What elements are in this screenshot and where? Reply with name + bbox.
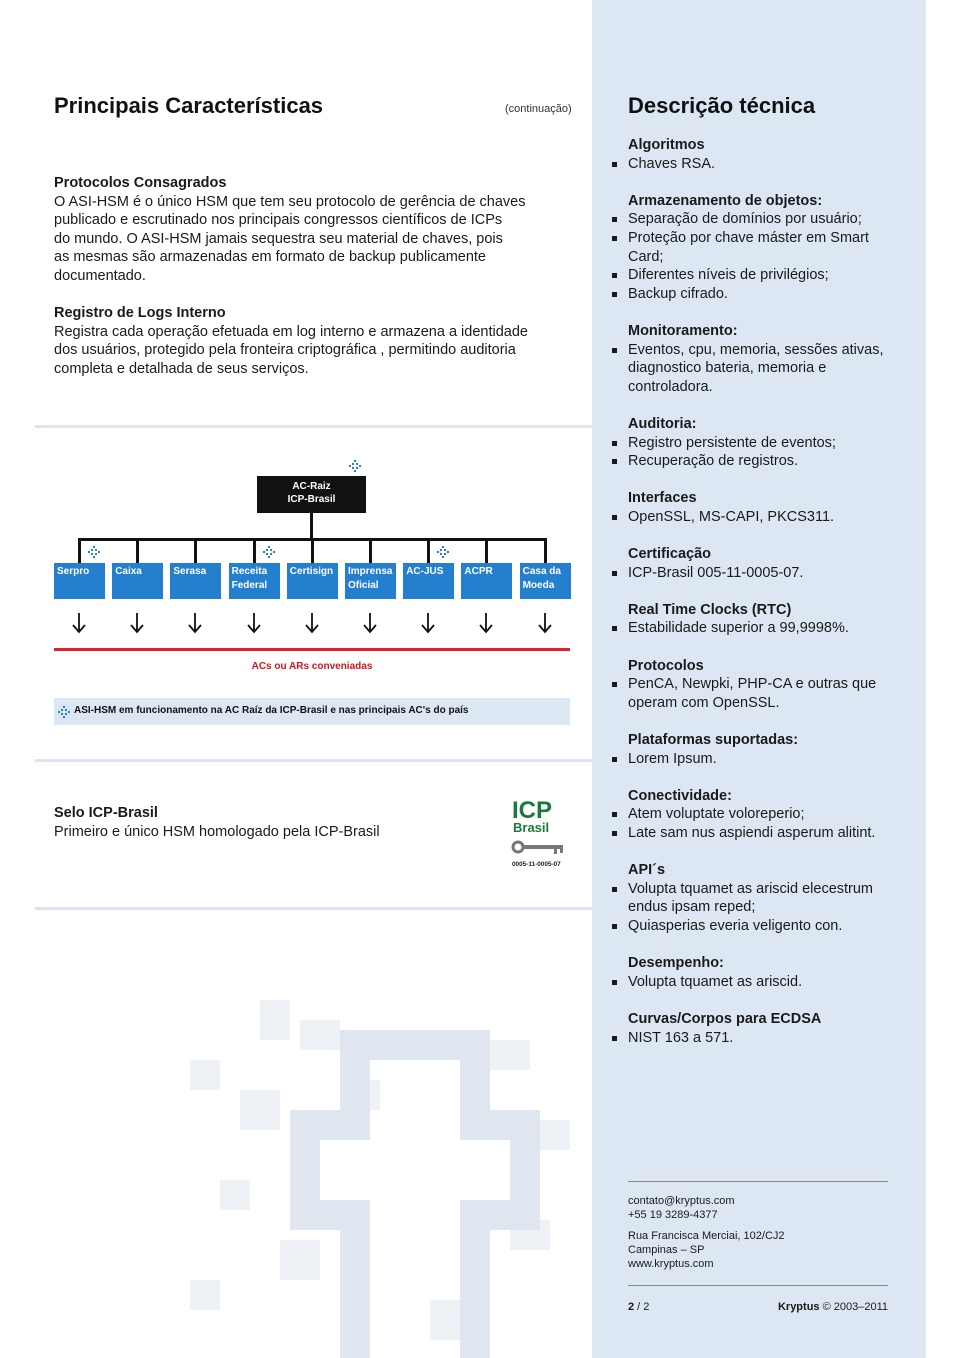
protocolos-line: O ASI-HSM é o único HSM que tem seu protocolo de gerência de chaves (54, 193, 526, 210)
footer-divider (628, 1181, 888, 1182)
down-arrow-icon (129, 612, 145, 634)
chart-node (287, 563, 338, 599)
chart-root-node (257, 476, 366, 513)
spec-item: Diferentes níveis de privilégios; (612, 266, 902, 285)
spec-list (612, 973, 902, 992)
continuation-note: (continuação) (505, 103, 572, 115)
section-divider (35, 425, 592, 428)
spec-item: Lorem Ipsum. (612, 750, 902, 769)
protocolos-line: publicado e escrutinado nos principais congressos científicos de ICPs (54, 212, 503, 228)
copyright (778, 1300, 888, 1314)
spec-item: Registro persistente de eventos; (612, 434, 902, 453)
node-connector (485, 538, 488, 564)
icp-brasil-logo (510, 796, 570, 870)
spec-section-title: Interfaces (628, 490, 697, 507)
selo-section (54, 804, 564, 841)
spec-list (612, 1029, 902, 1048)
registro-line: dos usuários, protegido pela fronteira criptográfica , permitindo auditoria (54, 342, 516, 358)
spec-item: PenCA, Newpki, PHP-CA e outras que operam com OpenSSL. (612, 675, 902, 712)
asi-hsm-marker-icon (349, 460, 361, 472)
watermark-pattern (180, 1000, 592, 1358)
spec-section-title: Real Time Clocks (RTC) (628, 601, 792, 618)
spec-item: Separação de domínios por usuário; (612, 210, 902, 229)
root-connector (310, 513, 313, 540)
spec-item: Estabilidade superior a 99,9998%. (612, 619, 902, 638)
acs-red-line (54, 648, 570, 651)
asi-hsm-marker-icon (437, 546, 449, 558)
spec-section (612, 861, 902, 935)
registro-title: Registro de Logs Interno (54, 305, 226, 321)
acs-label: ACs ou ARs conveniadas (251, 661, 373, 672)
logo-code-text: 0005-11-0005-07 (512, 861, 561, 868)
spec-section (612, 1010, 902, 1047)
contact-city: Campinas – SP (628, 1244, 705, 1256)
spec-section-title: Auditoria: (628, 415, 697, 432)
spec-section-title: Desempenho: (628, 955, 724, 972)
registro-line: completa e detalhada de seus serviços. (54, 360, 309, 377)
chart-node (403, 563, 454, 599)
protocolos-section (54, 174, 564, 285)
chart-node (345, 563, 396, 599)
node-label-line2: Moeda (522, 580, 555, 591)
section-divider (35, 907, 592, 910)
legend-text: ASI-HSM em funcionamento na AC Raíz da ICP-Brasil e nas principais AC's do país (74, 705, 469, 716)
down-arrow-icon (187, 612, 203, 634)
protocolos-line: as mesmas são armazenadas em formato de backup publicamente (54, 249, 486, 265)
spec-list (612, 619, 902, 638)
tech-title: Descrição técnica (628, 93, 816, 118)
node-label-line1: Casa da (522, 566, 561, 577)
spec-list (612, 805, 902, 842)
brand-name: Kryptus (777, 1301, 820, 1313)
down-arrow-icon (537, 612, 553, 634)
chart-node (229, 563, 280, 599)
spec-section (612, 322, 902, 396)
spec-list (612, 434, 902, 471)
spec-item: Backup cifrado. (612, 285, 902, 304)
spec-section-title: Plataformas suportadas: (628, 732, 799, 748)
spec-section (612, 601, 902, 638)
node-label-line1: Caixa (115, 566, 142, 577)
down-arrow-icon (478, 612, 494, 634)
asi-hsm-marker-icon (88, 546, 100, 558)
protocolos-title: Protocolos Consagrados (54, 175, 227, 191)
contact-email[interactable]: contato@kryptus.com (628, 1195, 735, 1207)
spec-section (612, 489, 902, 526)
logo-icp-text: ICP (512, 797, 553, 824)
root-label-line2: ICP-Brasil (287, 494, 336, 505)
node-label-line1: ACPR (464, 566, 493, 577)
chart-node (520, 563, 571, 599)
node-label-line1: Serasa (173, 566, 207, 577)
spec-section (612, 136, 902, 173)
down-arrow-icon (420, 612, 436, 634)
spec-section-title: Armazenamento de objetos: (628, 192, 823, 209)
chart-legend (54, 698, 570, 725)
down-arrow-icon (304, 612, 320, 634)
page-title: Principais Características (54, 93, 324, 118)
down-arrow-icon (246, 612, 262, 634)
spec-section-title: Certificação (628, 546, 712, 563)
spec-item: Volupta tquamet as ariscid. (612, 973, 902, 992)
chart-node (54, 563, 105, 599)
spec-item: Quiasperias everia veligento con. (612, 917, 902, 936)
selo-title: Selo ICP-Brasil (54, 805, 158, 821)
spec-item: OpenSSL, MS-CAPI, PKCS311. (612, 508, 902, 527)
contact-website[interactable]: www.kryptus.com (628, 1258, 714, 1270)
spec-list (612, 564, 902, 583)
down-arrow-icon (71, 612, 87, 634)
spec-section-title: Conectividade: (628, 787, 732, 804)
node-connector (311, 538, 314, 564)
node-connector (253, 538, 256, 564)
spec-section (612, 787, 902, 843)
registro-line: Registra cada operação efetuada em log interno e armazena a identidade (54, 323, 528, 340)
node-label-line2: Federal (231, 580, 268, 591)
protocolos-line: do mundo. O ASI-HSM jamais sequestra seu material de chaves, pois (54, 230, 503, 247)
spec-section-title: Protocolos (628, 657, 704, 674)
page-current: 2 (628, 1301, 635, 1313)
spec-list (612, 210, 902, 303)
node-label-line1: Imprensa (348, 566, 393, 577)
spec-list (612, 508, 902, 527)
chart-node (170, 563, 221, 599)
chart-node (461, 563, 512, 599)
spec-section (612, 657, 902, 713)
spec-list (612, 880, 902, 936)
spec-item: Atem voluptate voloreperio; (612, 805, 902, 824)
spec-section (612, 415, 902, 471)
node-connector (369, 538, 372, 564)
down-arrow-icon (362, 612, 378, 634)
node-connector (136, 538, 139, 564)
page-footer (628, 1300, 888, 1314)
spec-section-title: Monitoramento: (628, 322, 738, 339)
contact-address: Rua Francisca Merciai, 102/CJ2 (628, 1230, 785, 1242)
spec-item: Eventos, cpu, memoria, sessões ativas, diagnostico bateria, memoria e controladora. (612, 341, 902, 397)
node-label-line2: Oficial (348, 580, 379, 591)
copyright-years: © 2003–2011 (819, 1301, 888, 1313)
spec-list (612, 155, 902, 174)
page-total: / 2 (634, 1301, 650, 1313)
spec-section-title: API´s (628, 862, 666, 879)
spec-item: Late sam nus aspiendi asperum alitint. (612, 824, 902, 843)
spec-section-title: Curvas/Corpos para ECDSA (628, 1010, 822, 1027)
contact-phone: +55 19 3289-4377 (628, 1209, 718, 1221)
node-connector (78, 538, 81, 564)
selo-text: Primeiro e único HSM homologado pela ICP-Brasil (54, 823, 380, 840)
spec-section-title: Algoritmos (628, 137, 705, 153)
tech-spec-list (612, 136, 902, 1066)
spec-item: NIST 163 a 571. (612, 1029, 902, 1048)
node-connector (194, 538, 197, 564)
spec-item: Recuperação de registros. (612, 452, 902, 471)
spec-list (612, 341, 902, 397)
asi-hsm-marker-icon (58, 706, 70, 718)
root-label-line1: AC-Raiz (292, 481, 331, 492)
spec-section (612, 731, 902, 768)
node-connector (544, 538, 547, 564)
node-label-line1: Certisign (289, 566, 334, 577)
chart-node (112, 563, 163, 599)
node-label-line1: AC-JUS (406, 566, 444, 577)
asi-hsm-marker-icon (263, 546, 275, 558)
spec-section (612, 192, 902, 304)
spec-section (612, 545, 902, 582)
spec-item: ICP-Brasil 005-11-0005-07. (612, 564, 902, 583)
protocolos-line: documentado. (54, 267, 146, 284)
contact-block (628, 1194, 888, 1271)
section-divider (35, 759, 592, 762)
registro-section (54, 304, 564, 378)
node-label-line1: Receita (231, 566, 268, 577)
spec-item: Chaves RSA. (612, 155, 902, 174)
logo-brasil-text: Brasil (513, 820, 550, 835)
spec-section (612, 954, 902, 991)
spec-item: Proteção por chave máster em Smart Card; (612, 229, 902, 266)
spec-item: Volupta tquamet as ariscid elecestrum endus ipsam reped; (612, 880, 902, 917)
spec-list (612, 750, 902, 769)
spec-list (612, 675, 902, 712)
node-label-line1: Serpro (57, 566, 90, 577)
node-connector (427, 538, 430, 564)
footer-divider (628, 1285, 888, 1286)
